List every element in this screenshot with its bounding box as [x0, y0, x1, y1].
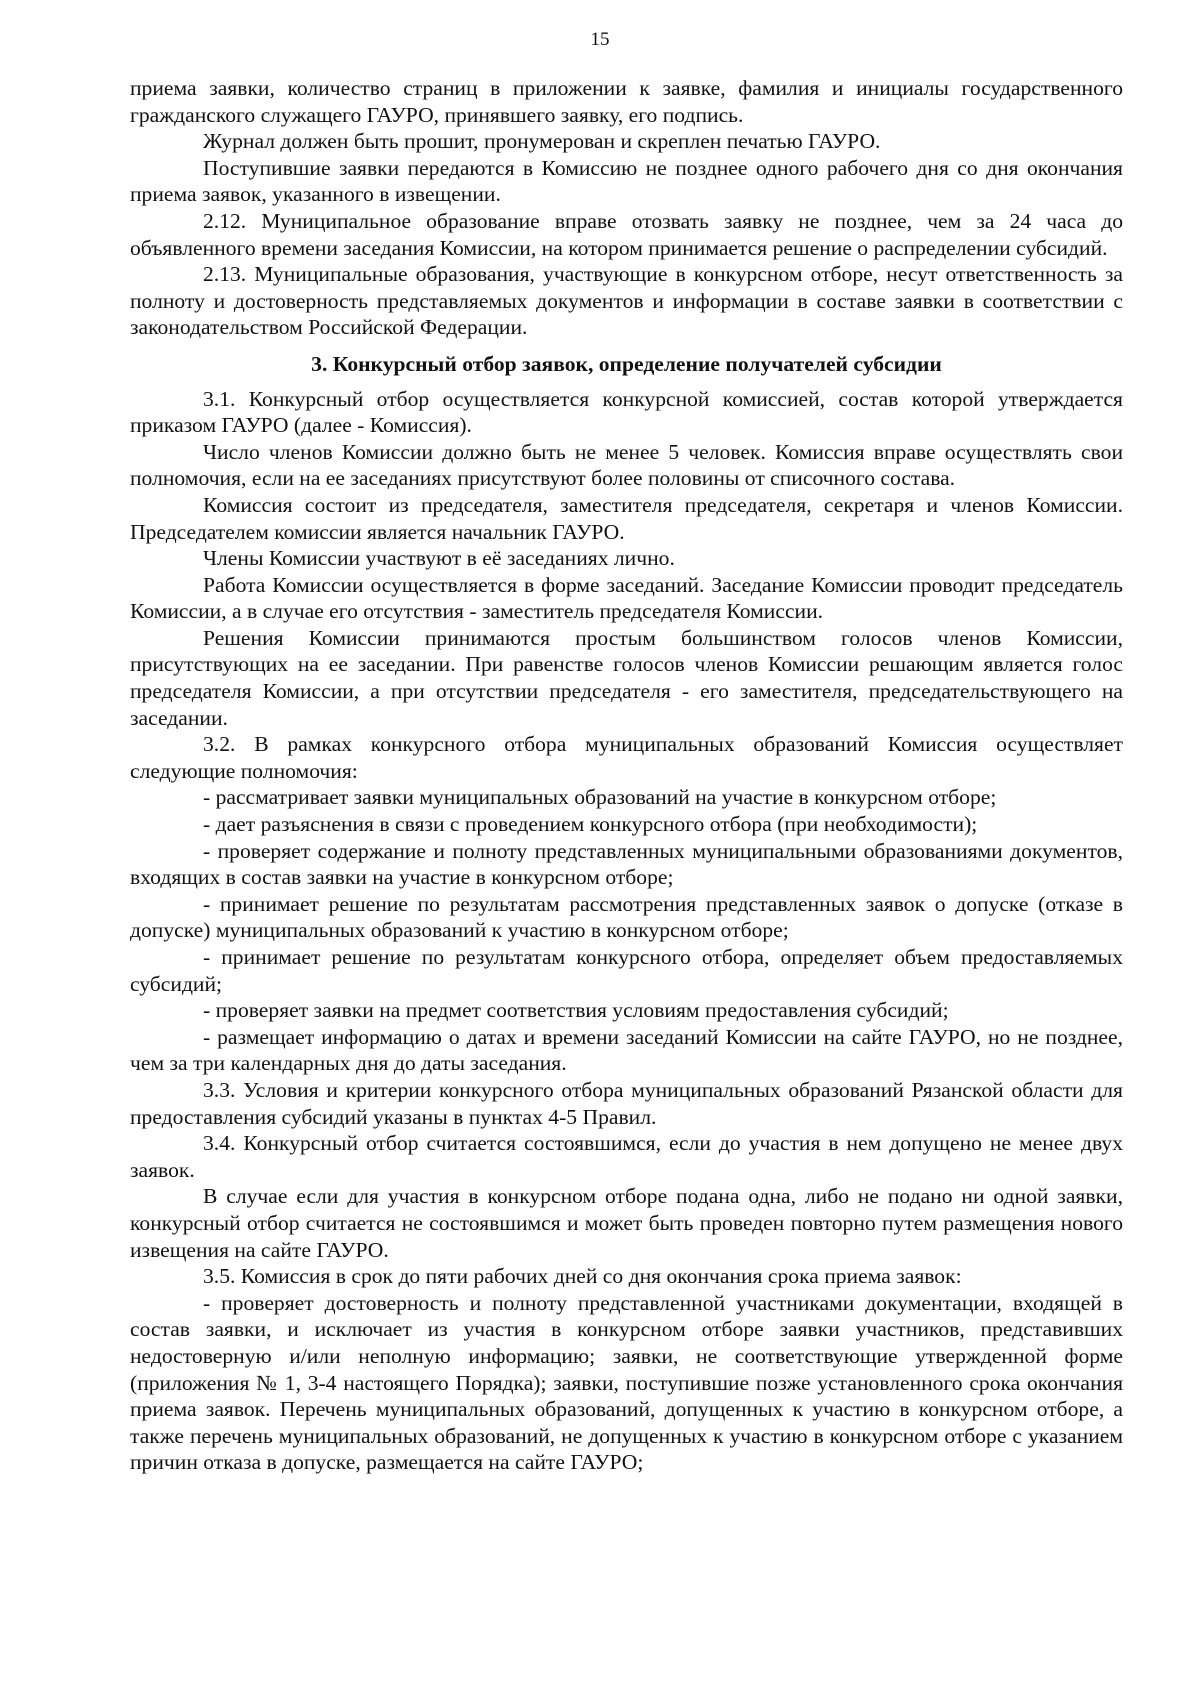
- document-body: [130, 75, 1123, 1476]
- paragraph: приема заявки, количество страниц в приложении к заявке, фамилия и инициалы государственного гражданского служащего ГАУРО, принявшего заявку, его подпись.: [130, 76, 1123, 127]
- paragraph: 2.13. Муниципальные образования, участвующие в конкурсном отборе, несут ответственность за полноту и достоверность представляемых документов и информации в составе заявки в соответствии с законодательством Российской Федерации.: [130, 262, 1123, 340]
- list-item: - размещает информацию о датах и времени заседаний Комиссии на сайте ГАУРО, но не позднее, чем за три календарных дня до даты заседания.: [130, 1024, 1123, 1076]
- paragraph: Поступившие заявки передаются в Комиссию не позднее одного рабочего дня со дня окончания приема заявок, указанного в извещении.: [130, 155, 1123, 207]
- list-item: - проверяет достоверность и полноту представленной участниками документации, входящей в состав заявки, и исключает из участия в конкурсном отборе заявки участников, представивших недостоверную и/или неполную информацию; заявки, не соответствующие утвержденной форме (приложения № 1, 3-4 настоящего Порядка); заявки, поступившие позже установленного срока окончания приема заявок. Перечень муниципальных образований, допущенных к участию в конкурсном отборе, а также перечень муниципальных образований, не допущенных к участию в конкурсном отборе с указанием причин отказа в допуске, размещается на сайте ГАУРО;: [130, 1290, 1123, 1475]
- paragraph: Решения Комиссии принимаются простым большинством голосов членов Комиссии, присутствующих на ее заседании. При равенстве голосов членов Комиссии решающим является голос председателя Комиссии, а при отсутствии председателя - его заместителя, председательствующего на заседании.: [130, 625, 1123, 730]
- list-item: - принимает решение по результатам рассмотрения представленных заявок о допуске (отказе в допуске) муниципальных образований к участию в конкурсном отборе;: [130, 891, 1123, 943]
- paragraph: 2.12. Муниципальное образование вправе отозвать заявку не позднее, чем за 24 часа до объявленного времени заседания Комиссии, на котором принимается решение о распределении субсидий.: [130, 208, 1123, 260]
- list-item: - проверяет заявки на предмет соответствия условиям предоставления субсидий;: [203, 998, 949, 1023]
- page-number: 15: [590, 29, 610, 50]
- paragraph: 3.1. Конкурсный отбор осуществляется конкурсной комиссией, состав которой утверждается приказом ГАУРО (далее - Комиссия).: [130, 386, 1123, 438]
- paragraph: 3.3. Условия и критерии конкурсного отбора муниципальных образований Рязанской области для предоставления субсидий указаны в пунктах 4-5 Правил.: [130, 1077, 1123, 1129]
- paragraph: Комиссия состоит из председателя, заместителя председателя, секретаря и членов Комиссии. Председателем комиссии является начальник ГАУРО.: [130, 492, 1123, 544]
- paragraph: Журнал должен быть прошит, пронумерован и скреплен печатью ГАУРО.: [203, 129, 881, 154]
- section-heading: 3. Конкурсный отбор заявок, определение получателей субсидии: [311, 351, 942, 376]
- list-item: - рассматривает заявки муниципальных образований на участие в конкурсном отборе;: [203, 785, 997, 810]
- list-item: - проверяет содержание и полноту представленных муниципальными образованиями документов, входящих в состав заявки на участие в конкурсном отборе;: [130, 838, 1123, 890]
- list-item: - дает разъяснения в связи с проведением конкурсного отбора (при необходимости);: [203, 812, 978, 837]
- paragraph: Работа Комиссии осуществляется в форме заседаний. Заседание Комиссии проводит председатель Комиссии, а в случае его отсутствия - заместитель председателя Комиссии.: [130, 572, 1123, 624]
- paragraph: Число членов Комиссии должно быть не менее 5 человек. Комиссия вправе осуществлять свои полномочия, если на ее заседаниях присутствуют более половины от списочного состава.: [130, 439, 1123, 491]
- paragraph: 3.2. В рамках конкурсного отбора муниципальных образований Комиссия осуществляет следующие полномочия:: [130, 732, 1123, 783]
- paragraph: 3.5. Комиссия в срок до пяти рабочих дней со дня окончания срока приема заявок:: [203, 1264, 962, 1289]
- paragraph: В случае если для участия в конкурсном отборе подана одна, либо не подано ни одной заявки, конкурсный отбор считается не состоявшимся и может быть проведен повторно путем размещения нового извещения на сайте ГАУРО.: [130, 1184, 1123, 1262]
- paragraph: 3.4. Конкурсный отбор считается состоявшимся, если до участия в нем допущено не менее двух заявок.: [130, 1131, 1123, 1182]
- list-item: - принимает решение по результатам конкурсного отбора, определяет объем предоставляемых субсидий;: [130, 945, 1123, 996]
- paragraph: Члены Комиссии участвуют в её заседаниях лично.: [203, 546, 675, 571]
